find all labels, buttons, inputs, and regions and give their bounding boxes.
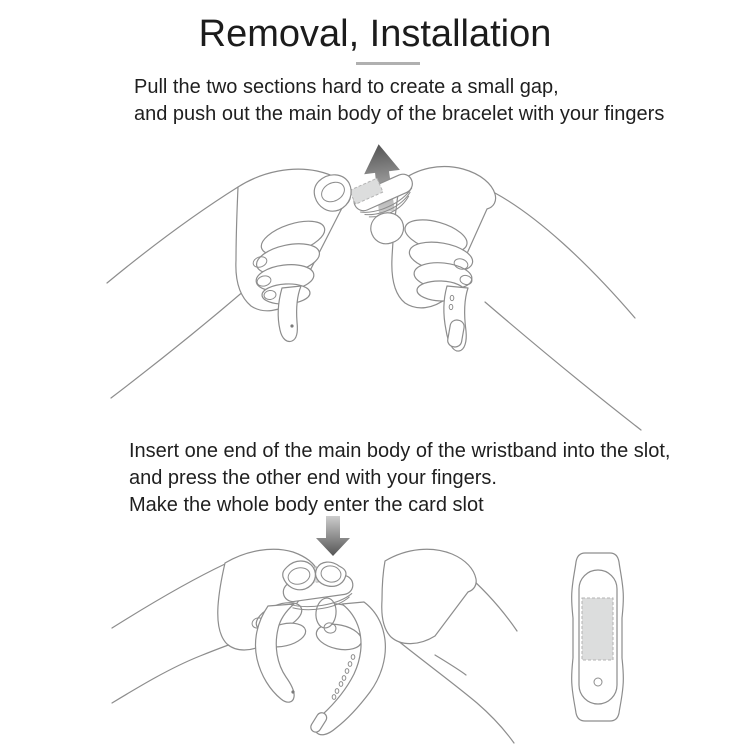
installation-instruction-line-1: Insert one end of the main body of the wristband into the slot, bbox=[129, 440, 671, 462]
page-title: Removal, Installation bbox=[198, 13, 552, 55]
band-screen bbox=[582, 598, 613, 660]
left-hand bbox=[107, 169, 350, 398]
removal-instruction-line-1: Pull the two sections hard to create a small gap, bbox=[134, 76, 559, 98]
wristband-front-view bbox=[565, 550, 630, 725]
installation-illustration bbox=[105, 516, 525, 748]
left-thumb bbox=[314, 175, 351, 211]
title-underline bbox=[356, 62, 420, 65]
down-arrow-icon bbox=[316, 516, 350, 556]
removal-instructions bbox=[134, 74, 664, 128]
right-hand bbox=[392, 167, 641, 430]
removal-instruction-line-2: and push out the main body of the bracelet with your fingers bbox=[134, 103, 665, 125]
right-strap bbox=[444, 286, 468, 351]
installation-instructions bbox=[129, 438, 670, 519]
right-thumb bbox=[371, 213, 404, 244]
installation-instruction-line-3: Make the whole body enter the card slot bbox=[129, 494, 484, 516]
right-thumb bbox=[316, 562, 346, 586]
installation-instruction-line-2: and press the other end with your fingers. bbox=[129, 467, 497, 489]
left-strap bbox=[278, 286, 301, 342]
removal-illustration bbox=[95, 140, 655, 435]
